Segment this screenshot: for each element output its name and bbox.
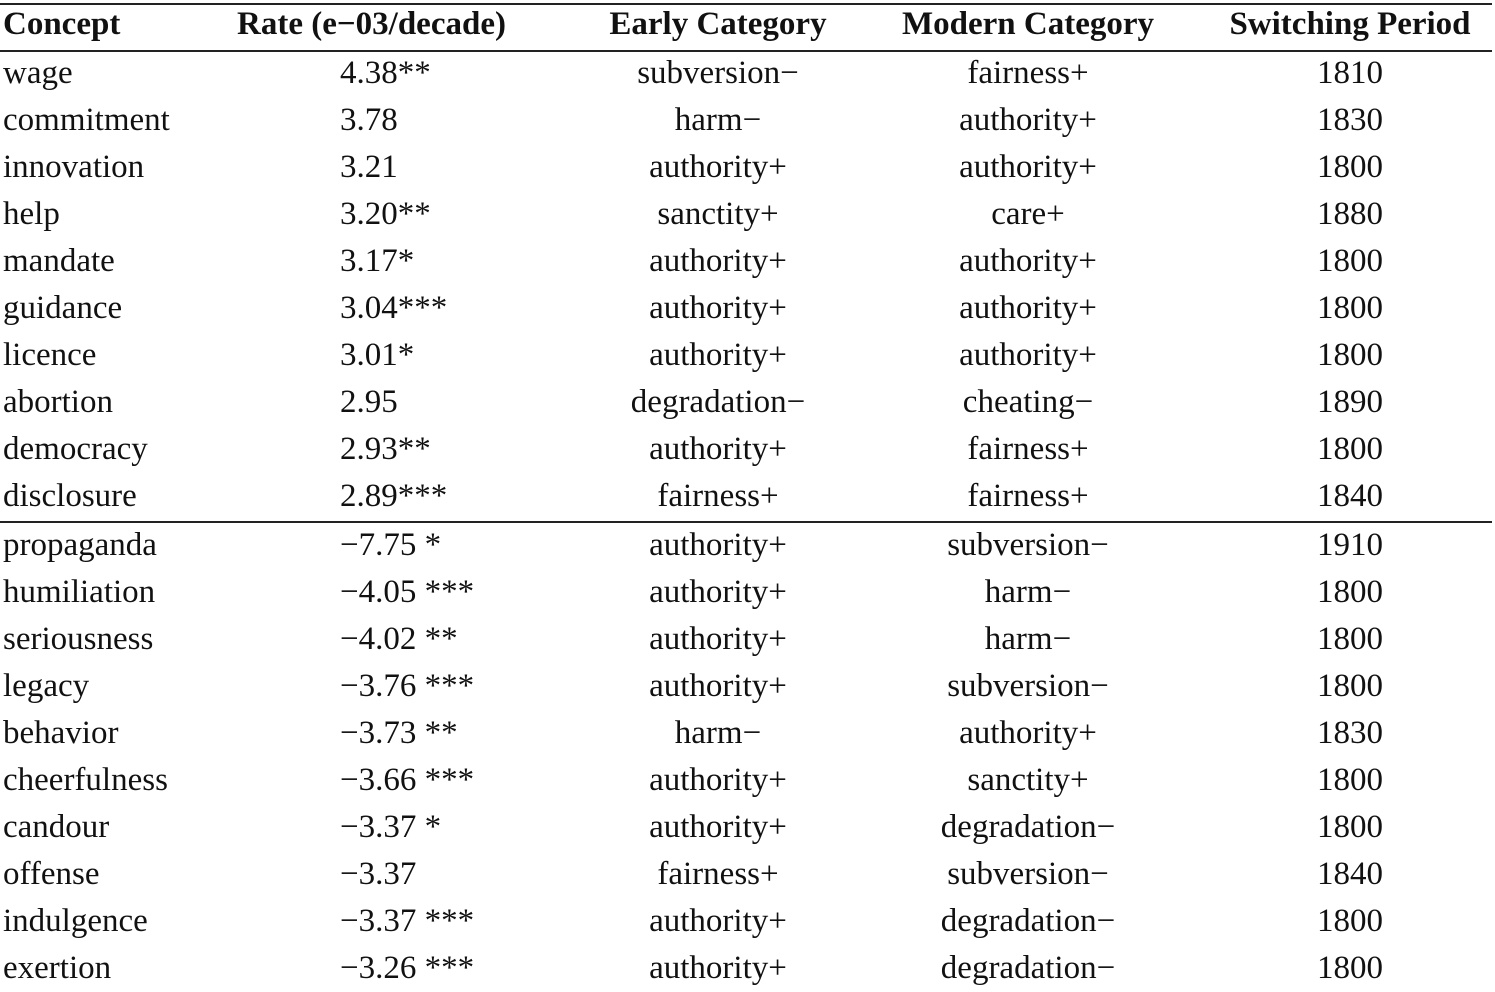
cell-early: authority+ (649, 431, 787, 467)
cell-concept: guidance (3, 290, 123, 326)
cell-early: authority+ (649, 574, 787, 610)
cell-early: authority+ (649, 903, 787, 939)
table-row (0, 285, 1495, 332)
header-concept: Concept (3, 6, 121, 42)
cell-rate: 3.17* (340, 243, 415, 279)
table-row (0, 522, 1495, 569)
cell-modern: degradation− (940, 903, 1116, 939)
cell-rate: 2.93** (340, 431, 431, 467)
cell-modern: authority+ (959, 290, 1097, 326)
cell-early: harm− (674, 715, 762, 751)
cell-period: 1840 (1317, 856, 1383, 892)
cell-rate: −3.73 ** (340, 715, 458, 751)
cell-rate: −4.02 ** (340, 621, 458, 657)
cell-early: degradation− (630, 384, 806, 420)
cell-period: 1800 (1317, 903, 1383, 939)
table-row (0, 144, 1495, 191)
cell-modern: harm− (984, 574, 1072, 610)
cell-early: harm− (674, 102, 762, 138)
cell-concept: mandate (3, 243, 115, 279)
cell-period: 1800 (1317, 621, 1383, 657)
cell-period: 1800 (1317, 149, 1383, 185)
cell-rate: −3.76 *** (340, 668, 475, 704)
cell-modern: subversion− (947, 856, 1109, 892)
cell-modern: subversion− (947, 668, 1109, 704)
cell-rate: −4.05 *** (340, 574, 475, 610)
cell-modern: fairness+ (967, 478, 1089, 514)
table-row (0, 426, 1495, 473)
cell-modern: care+ (991, 196, 1065, 232)
cell-concept: seriousness (3, 621, 154, 657)
table-row (0, 191, 1495, 238)
cell-concept: cheerfulness (3, 762, 168, 798)
cell-period: 1800 (1317, 337, 1383, 373)
table-row (0, 804, 1495, 851)
cell-period: 1800 (1317, 243, 1383, 279)
table-row (0, 898, 1495, 945)
cell-modern: harm− (984, 621, 1072, 657)
cell-concept: behavior (3, 715, 119, 751)
header-switching-period: Switching Period (1229, 6, 1471, 42)
cell-period: 1800 (1317, 950, 1383, 986)
table-row (0, 238, 1495, 285)
cell-concept: disclosure (3, 478, 137, 514)
cell-concept: legacy (3, 668, 90, 704)
cell-concept: propaganda (3, 527, 157, 563)
table-row (0, 379, 1495, 426)
cell-modern: fairness+ (967, 55, 1089, 91)
table-row (0, 851, 1495, 898)
table-row (0, 569, 1495, 616)
cell-concept: help (3, 196, 60, 232)
cell-period: 1880 (1317, 196, 1383, 232)
cell-early: authority+ (649, 621, 787, 657)
table-row (0, 945, 1495, 992)
cell-modern: cheating− (962, 384, 1094, 420)
cell-rate: 3.21 (340, 149, 398, 185)
cell-early: authority+ (649, 149, 787, 185)
cell-rate: 2.89*** (340, 478, 448, 514)
header-early-category: Early Category (609, 6, 827, 42)
cell-concept: indulgence (3, 903, 148, 939)
cell-period: 1800 (1317, 762, 1383, 798)
cell-period: 1800 (1317, 574, 1383, 610)
cell-rate: 3.01* (340, 337, 415, 373)
cell-period: 1830 (1317, 102, 1383, 138)
table-row (0, 710, 1495, 757)
cell-early: authority+ (649, 668, 787, 704)
cell-rate: −3.37 *** (340, 903, 475, 939)
cell-concept: candour (3, 809, 110, 845)
cell-rate: 3.78 (340, 102, 398, 138)
cell-period: 1800 (1317, 668, 1383, 704)
cell-rate: 4.38** (340, 55, 431, 91)
cell-modern: authority+ (959, 243, 1097, 279)
cell-early: authority+ (649, 290, 787, 326)
table-row (0, 332, 1495, 379)
table-row (0, 757, 1495, 804)
cell-rate: 3.04*** (340, 290, 448, 326)
cell-period: 1810 (1317, 55, 1383, 91)
cell-concept: abortion (3, 384, 113, 420)
cell-modern: authority+ (959, 715, 1097, 751)
cell-modern: degradation− (940, 950, 1116, 986)
cell-modern: subversion− (947, 527, 1109, 563)
cell-rate: 3.20** (340, 196, 431, 232)
header-row (0, 1, 1495, 48)
cell-period: 1800 (1317, 809, 1383, 845)
cell-early: sanctity+ (657, 196, 779, 232)
cell-concept: offense (3, 856, 100, 892)
table-row (0, 616, 1495, 663)
cell-concept: commitment (3, 102, 170, 138)
cell-early: fairness+ (657, 856, 779, 892)
cell-modern: authority+ (959, 337, 1097, 373)
cell-modern: fairness+ (967, 431, 1089, 467)
cell-modern: authority+ (959, 149, 1097, 185)
cell-early: authority+ (649, 950, 787, 986)
cell-early: authority+ (649, 337, 787, 373)
cell-period: 1890 (1317, 384, 1383, 420)
header-rate: Rate (e−03/decade) (237, 6, 506, 42)
cell-modern: degradation− (940, 809, 1116, 845)
table-row (0, 97, 1495, 144)
cell-concept: licence (3, 337, 97, 373)
cell-early: authority+ (649, 809, 787, 845)
cell-modern: sanctity+ (967, 762, 1089, 798)
cell-period: 1840 (1317, 478, 1383, 514)
cell-early: authority+ (649, 762, 787, 798)
cell-period: 1800 (1317, 290, 1383, 326)
cell-period: 1830 (1317, 715, 1383, 751)
cell-concept: innovation (3, 149, 145, 185)
cell-concept: humiliation (3, 574, 156, 610)
cell-period: 1910 (1317, 527, 1383, 563)
cell-rate: −3.26 *** (340, 950, 475, 986)
cell-concept: democracy (3, 431, 148, 467)
table-row (0, 473, 1495, 520)
cell-rate: 2.95 (340, 384, 398, 420)
cell-rate: −3.66 *** (340, 762, 475, 798)
cell-early: authority+ (649, 527, 787, 563)
cell-rate: −7.75 * (340, 527, 442, 563)
header-modern-category: Modern Category (901, 6, 1154, 42)
cell-concept: wage (3, 55, 73, 91)
cell-rate: −3.37 * (340, 809, 442, 845)
cell-modern: authority+ (959, 102, 1097, 138)
table-row (0, 663, 1495, 710)
cell-concept: exertion (3, 950, 112, 986)
cell-early: fairness+ (657, 478, 779, 514)
cell-early: authority+ (649, 243, 787, 279)
cell-early: subversion− (637, 55, 799, 91)
cell-period: 1800 (1317, 431, 1383, 467)
cell-rate: −3.37 (340, 856, 417, 892)
table-row (0, 50, 1495, 97)
